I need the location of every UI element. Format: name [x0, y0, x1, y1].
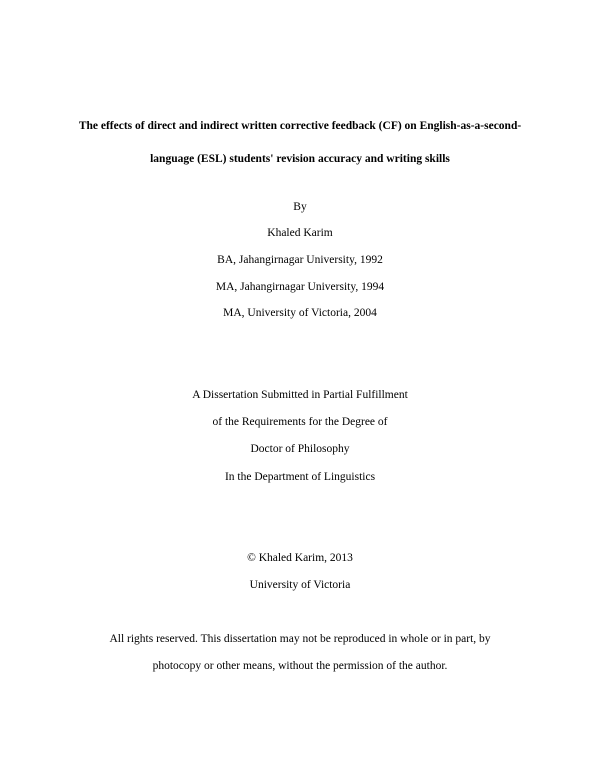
submission-line-3: Doctor of Philosophy	[250, 443, 350, 455]
rights-line-1: All rights reserved. This dissertation may not be reproduced in whole or in part, by	[109, 633, 491, 645]
author-name: Khaled Karim	[267, 227, 333, 239]
submission-line-1: A Dissertation Submitted in Partial Fulfillment	[192, 389, 408, 401]
submission-line-2: of the Requirements for the Degree of	[212, 416, 388, 428]
title-line-2: language (ESL) students' revision accuracy and writing skills	[150, 153, 450, 165]
by-label: By	[293, 201, 307, 213]
degree-ba: BA, Jahangirnagar University, 1992	[217, 254, 383, 266]
rights-line-2: photocopy or other means, without the permission of the author.	[152, 660, 448, 672]
copyright-notice: © Khaled Karim, 2013	[247, 552, 353, 564]
degree-ma-1: MA, Jahangirnagar University, 1994	[215, 281, 385, 293]
title-line-1: The effects of direct and indirect written corrective feedback (CF) on English-as-a-second-	[78, 120, 522, 132]
degree-ma-2: MA, University of Victoria, 2004	[223, 307, 377, 319]
copyright-institution: University of Victoria	[249, 579, 351, 591]
submission-line-4: In the Department of Linguistics	[224, 471, 376, 483]
